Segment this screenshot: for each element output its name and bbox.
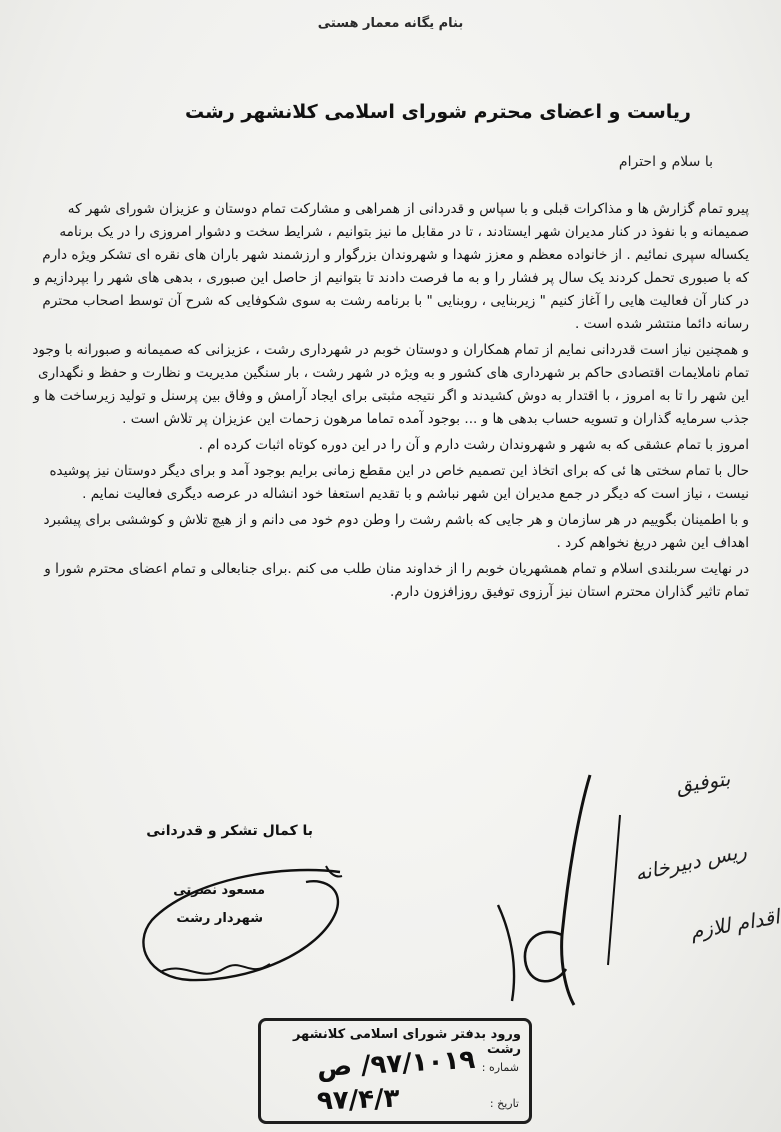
body-paragraph: حال با تمام سختی ها ئی که برای اتخاذ این تصمیم خاص در این مقطع زمانی برایم بوجود آمد و برای دیگر دوستان نیز پوشیده نیست ، نیاز است که دیگر در جمع مدیران این شهر نباشم و با تقدیم استعفا خود انشاله در عرصه دیگری فعالیت نمایم . <box>49 463 749 502</box>
body-paragraph: امروز با تمام عشقی که به شهر و شهروندان رشت دارم و آن را در این دوره کوتاه اثبات کرده ام . <box>198 437 749 453</box>
registry-stamp <box>258 1018 532 1124</box>
handwritten-note-line: اقدام للازم <box>688 904 781 944</box>
stamp-date-label: تاریخ : <box>489 1097 519 1110</box>
handwritten-signature <box>470 755 770 1015</box>
stamp-number-value: ۹۷/۱۰۱۹/ ص <box>316 1044 476 1084</box>
handwritten-note-line: ریس دبیرخانه <box>632 838 749 886</box>
body-paragraph: پیرو تمام گزارش ها و مذاکرات قبلی و با سپاس و قدردانی از همراهی و مشارکت تمام دوستان و عزیزان شورای شهر که صمیمانه و با نفوذ در کنار مدیران شهر ایستادند ، تا در مقابل ما نیز بتوانیم ، شرایط سخت و دشوار امروزی را در یک برنامه یکساله سپری نمائیم . از خانواده معظم و معزز شهدا و شهروندان بزرگوار و ارزشمند شهر باران های نقره ای تشکر ویژه دارم که با صبوری تحمل کردند یک سال پر فشار را و به ما فرصت دادند تا بتوانیم از حاصل این صبوری ، بدهی های شهر را بپردازیم و در کنار آن فعالیت هایی را آغاز کنیم " زیربنایی ، روبنایی " با برنامه رشت به سوی شکوفایی که شرح آن توسط اصحاب محترم رسانه دائما منتشر شده است . <box>33 201 749 332</box>
body-paragraph: و با اطمینان بگوییم در هر سازمان و هر جایی که باشم رشت را وطن دوم خود می دانم و از هیچ تلاش و کوششی برای پیشبرد اهداف این شهر دریغ نخواهم کرد . <box>43 512 749 551</box>
body-paragraph: در نهایت سربلندی اسلام و تمام همشهریان خوبم را از خداوند منان طلب می کنم .برای جنابعالی و تمام اعضای محترم شورا و تمام تاثیر گذاران محترم استان نیز آرزوی توفیق روزافزون دارم. <box>44 561 749 600</box>
signer-title: شهردار رشت <box>176 911 263 926</box>
body-paragraph: و همچنین نیاز است قدردانی نمایم از تمام همکاران و دوستان خوبم در شهرداری رشت ، عزیزانی که صمیمانه و صبورانه با وجود تمام ناملایمات اقتصادی حاکم بر شهرداری های کشور و به ویژه در شهر رشت ، بار سنگین مدیریت و نظارت و حفظ و نگهداری این شهر را تا به امروز ، با اقتدار به دوش کشیدند و اگر نتیجه مثبتی برای ایجاد آرامش و وفاق بین پرسنل و تولید زیرساخت ها و جذب سرمایه گذاران و تسویه حساب بدهی ها و ... بوجود آمده تماما مرهون زحمات این عزیزان پر تلاش است . <box>32 342 749 427</box>
letter-salutation: با سلام و احترام <box>618 154 713 170</box>
letter-body <box>25 198 749 607</box>
letter-opening: بنام یگانه معمار هستی <box>317 16 464 31</box>
letter-recipient: ریاست و اعضای محترم شورای اسلامی کلانشهر رشت <box>185 101 691 123</box>
stamp-title: ورود بدفتر شورای اسلامی کلانشهر رشت <box>292 1027 521 1057</box>
stamp-date-value: ۹۷/۴/۳ <box>316 1083 400 1117</box>
stamp-number-label: شماره : <box>481 1061 519 1074</box>
signer-name: مسعود نصرتی <box>173 883 265 898</box>
handwritten-note-line: بتوفیق <box>674 766 732 798</box>
letter-closing: با کمال تشکر و قدردانی <box>146 823 313 839</box>
